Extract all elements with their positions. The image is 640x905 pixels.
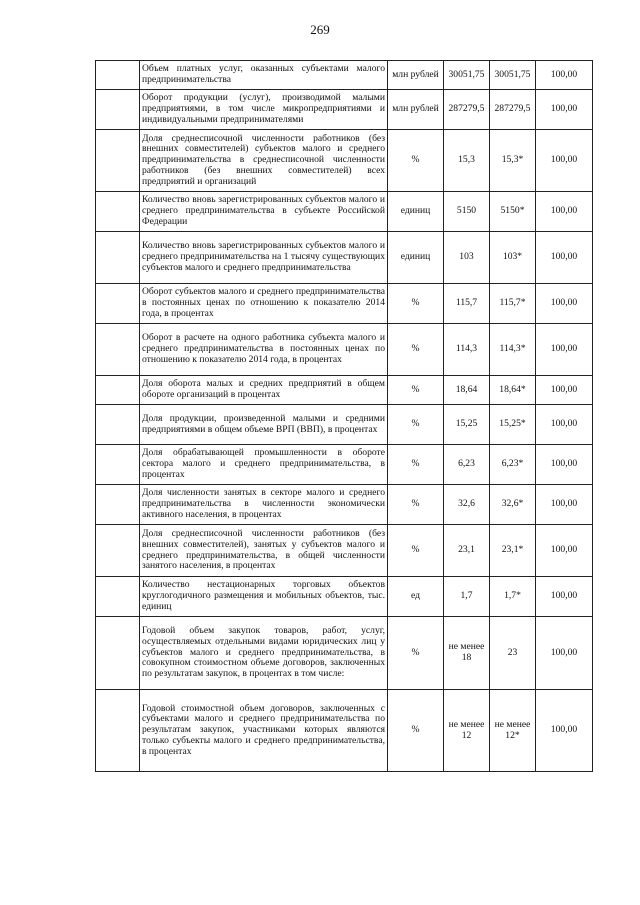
fact-value-cell: 287279,5 [490,90,536,130]
table-row [96,130,593,192]
row-number-cell [96,485,140,525]
fact-value-cell: 18,64* [490,376,536,405]
table-row [96,376,593,405]
plan-value-cell: 32,6 [444,485,490,525]
indicator-name-cell: Оборот в расчете на одного работника субъекта малого и среднего предпринимательства в постоянных ценах по отношению к показателю 2014 года, в процентах [140,324,388,376]
fact-value-cell: 5150* [490,192,536,232]
fact-value-cell: 103* [490,232,536,284]
completion-percent-cell: 100,00 [536,90,593,130]
unit-cell: единиц [388,232,444,284]
completion-percent-cell: 100,00 [536,192,593,232]
table-row [96,61,593,90]
indicator-name-cell: Количество нестационарных торговых объектов круглогодичного размещения и мобильных объектов, тыс. единиц [140,577,388,617]
table-row [96,485,593,525]
plan-value-cell: 115,7 [444,284,490,324]
indicator-name-cell: Годовой объем закупок товаров, работ, услуг, осуществляемых отдельными видами юридических лиц у субъектов малого и среднего предпринимательства, в совокупном стоимостном объеме договоров, заключенных по результатам закупок, в процентах в том числе: [140,617,388,690]
unit-cell: % [388,284,444,324]
row-number-cell [96,192,140,232]
indicator-name-cell: Оборот продукции (услуг), производимой малыми предприятиями, в том числе микропредприятиями и индивидуальными предпринимателями [140,90,388,130]
unit-cell: млн рублей [388,61,444,90]
indicator-name-cell: Количество вновь зарегистрированных субъектов малого и среднего предпринимательства на 1 тысячу существующих субъектов малого и среднего предпринимательства [140,232,388,284]
fact-value-cell: 15,25* [490,405,536,445]
plan-value-cell: 23,1 [444,525,490,577]
completion-percent-cell: 100,00 [536,130,593,192]
fact-value-cell: 23 [490,617,536,690]
fact-value-cell: 15,3* [490,130,536,192]
indicator-name-cell: Доля обрабатывающей промышленности в обороте сектора малого и среднего предпринимательства, в процентах [140,445,388,485]
plan-value-cell: 5150 [444,192,490,232]
plan-value-cell: 6,23 [444,445,490,485]
plan-value-cell: 18,64 [444,376,490,405]
table-row [96,617,593,690]
fact-value-cell: не менее 12* [490,690,536,772]
table-row [96,284,593,324]
row-number-cell [96,525,140,577]
unit-cell: ед [388,577,444,617]
indicator-name-cell: Доля среднесписочной численности работников (без внешних совместителей) субъектов малого и среднего предпринимательства в среднесписочной численности работников (без внешних совместителей) всех предприятий и организаций [140,130,388,192]
completion-percent-cell: 100,00 [536,485,593,525]
indicator-name-cell: Доля численности занятых в секторе малого и среднего предпринимательства в численности экономически активного населения, в процентах [140,485,388,525]
unit-cell: % [388,324,444,376]
page-number: 269 [310,22,330,37]
table-row [96,405,593,445]
unit-cell: % [388,405,444,445]
fact-value-cell: 32,6* [490,485,536,525]
table-row [96,577,593,617]
table-row [96,192,593,232]
fact-value-cell: 23,1* [490,525,536,577]
indicators-table [95,60,593,772]
indicator-name-cell: Доля продукции, произведенной малыми и средними предприятиями в общем объеме ВРП (ВВП), в процентах [140,405,388,445]
fact-value-cell: 1,7* [490,577,536,617]
unit-cell: % [388,617,444,690]
completion-percent-cell: 100,00 [536,61,593,90]
table-row [96,90,593,130]
indicator-name-cell: Доля среднесписочной численности работников (без внешних совместителей), занятых у субъектов малого и среднего предпринимательства, в общей численности занятого населения, в процентах [140,525,388,577]
unit-cell: % [388,130,444,192]
indicator-name-cell: Количество вновь зарегистрированных субъектов малого и среднего предпринимательства в субъекте Российской Федерации [140,192,388,232]
table-row [96,324,593,376]
table-row [96,232,593,284]
unit-cell: % [388,485,444,525]
row-number-cell [96,445,140,485]
completion-percent-cell: 100,00 [536,376,593,405]
plan-value-cell: 287279,5 [444,90,490,130]
completion-percent-cell: 100,00 [536,284,593,324]
plan-value-cell: не менее 12 [444,690,490,772]
unit-cell: млн рублей [388,90,444,130]
row-number-cell [96,617,140,690]
row-number-cell [96,577,140,617]
row-number-cell [96,232,140,284]
unit-cell: % [388,690,444,772]
unit-cell: единиц [388,192,444,232]
completion-percent-cell: 100,00 [536,405,593,445]
table-row [96,690,593,772]
fact-value-cell: 115,7* [490,284,536,324]
plan-value-cell: 15,25 [444,405,490,445]
fact-value-cell: 114,3* [490,324,536,376]
indicator-name-cell: Доля оборота малых и средних предприятий в общем обороте организаций в процентах [140,376,388,405]
unit-cell: % [388,376,444,405]
table-row [96,445,593,485]
completion-percent-cell: 100,00 [536,617,593,690]
row-number-cell [96,61,140,90]
indicator-name-cell: Объем платных услуг, оказанных субъектами малого предпринимательства [140,61,388,90]
completion-percent-cell: 100,00 [536,690,593,772]
plan-value-cell: 1,7 [444,577,490,617]
plan-value-cell: 30051,75 [444,61,490,90]
indicator-name-cell: Оборот субъектов малого и среднего предпринимательства в постоянных ценах по отношению к показателю 2014 года, в процентах [140,284,388,324]
row-number-cell [96,405,140,445]
plan-value-cell: не менее 18 [444,617,490,690]
row-number-cell [96,690,140,772]
completion-percent-cell: 100,00 [536,445,593,485]
indicator-name-cell: Годовой стоимостной объем договоров, заключенных с субъектами малого и среднего предпринимательства по результатам закупок, участниками которых являются только субъекты малого и среднего предпринимательства, в процентах [140,690,388,772]
table-row [96,525,593,577]
completion-percent-cell: 100,00 [536,577,593,617]
plan-value-cell: 15,3 [444,130,490,192]
completion-percent-cell: 100,00 [536,525,593,577]
unit-cell: % [388,525,444,577]
row-number-cell [96,324,140,376]
plan-value-cell: 114,3 [444,324,490,376]
completion-percent-cell: 100,00 [536,232,593,284]
plan-value-cell: 103 [444,232,490,284]
row-number-cell [96,90,140,130]
row-number-cell [96,284,140,324]
fact-value-cell: 30051,75 [490,61,536,90]
row-number-cell [96,130,140,192]
row-number-cell [96,376,140,405]
completion-percent-cell: 100,00 [536,324,593,376]
fact-value-cell: 6,23* [490,445,536,485]
unit-cell: % [388,445,444,485]
